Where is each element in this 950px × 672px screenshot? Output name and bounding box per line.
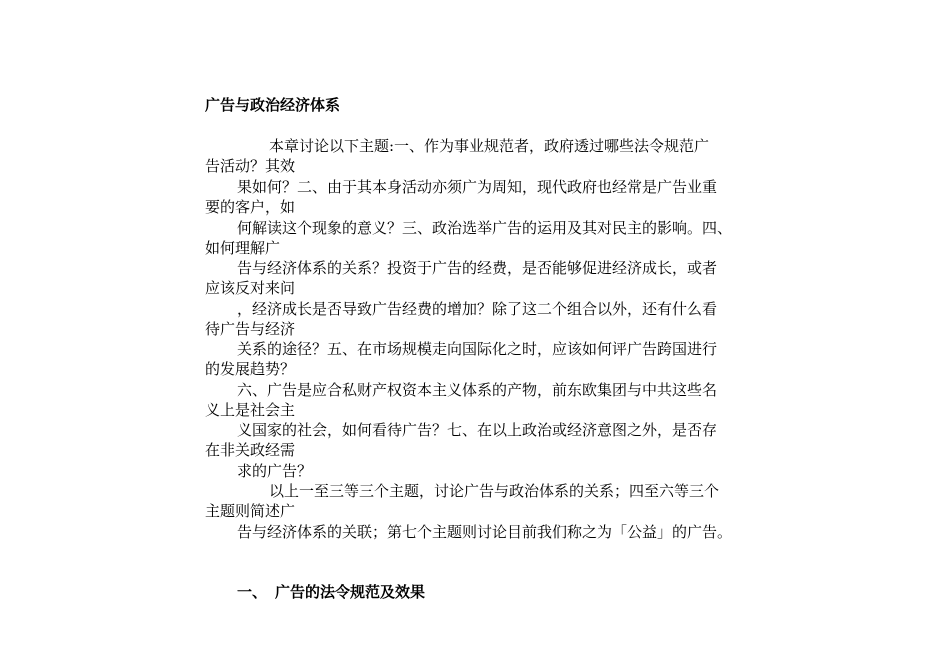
body-line: 告活动？其效 <box>205 157 296 175</box>
body-line: 以上一至三等三个主题，讨论广告与政治体系的关系；四至六等三个 <box>269 482 720 500</box>
body-line: 要的客户，如 <box>205 198 296 216</box>
document-title: 广告与政治经济体系 <box>205 96 341 114</box>
body-line: 本章讨论以下主题:一、作为事业规范者，政府透过哪些法令规范广 <box>269 137 710 155</box>
section-number: 一、 <box>237 583 268 601</box>
body-line: 应该反对来问 <box>205 279 296 297</box>
body-line: 主题则简述广 <box>205 502 296 520</box>
section-title: 广告的法令规范及效果 <box>275 583 426 601</box>
body-line: 关系的途径？五、在市场规模走向国际化之时，应该如何评广告跨国进行 <box>237 340 718 358</box>
body-line: 如何理解广 <box>205 239 281 257</box>
body-line: 何解读这个现象的意义？三、政治选举广告的运用及其对民主的影响。四、 <box>237 219 733 237</box>
body-line: 六、广告是应合私财产权资本主义体系的产物，前东欧集团与中共这些名 <box>237 381 718 399</box>
body-line: 告与经济体系的关联；第七个主题则讨论目前我们称之为「公益」的广告。 <box>237 523 733 541</box>
body-line: 待广告与经济 <box>205 320 296 338</box>
body-line: 义上是社会主 <box>205 401 296 419</box>
body-line: 果如何？二、由于其本身活动亦须广为周知，现代政府也经常是广告业重 <box>237 178 718 196</box>
body-line: 在非关政经需 <box>205 441 296 459</box>
body-line: 义国家的社会，如何看待广告？七、在以上政治或经济意图之外，是否存 <box>237 421 718 439</box>
body-line: 的发展趋势？ <box>205 360 296 378</box>
body-line: 求的广告？ <box>237 462 313 480</box>
body-line: 告与经济体系的关系？投资于广告的经费，是否能够促进经济成长，或者 <box>237 259 718 277</box>
body-line: ，经济成长是否导致广告经费的增加？除了这二个组合以外，还有什么看 <box>237 300 718 318</box>
section-heading <box>237 582 425 602</box>
